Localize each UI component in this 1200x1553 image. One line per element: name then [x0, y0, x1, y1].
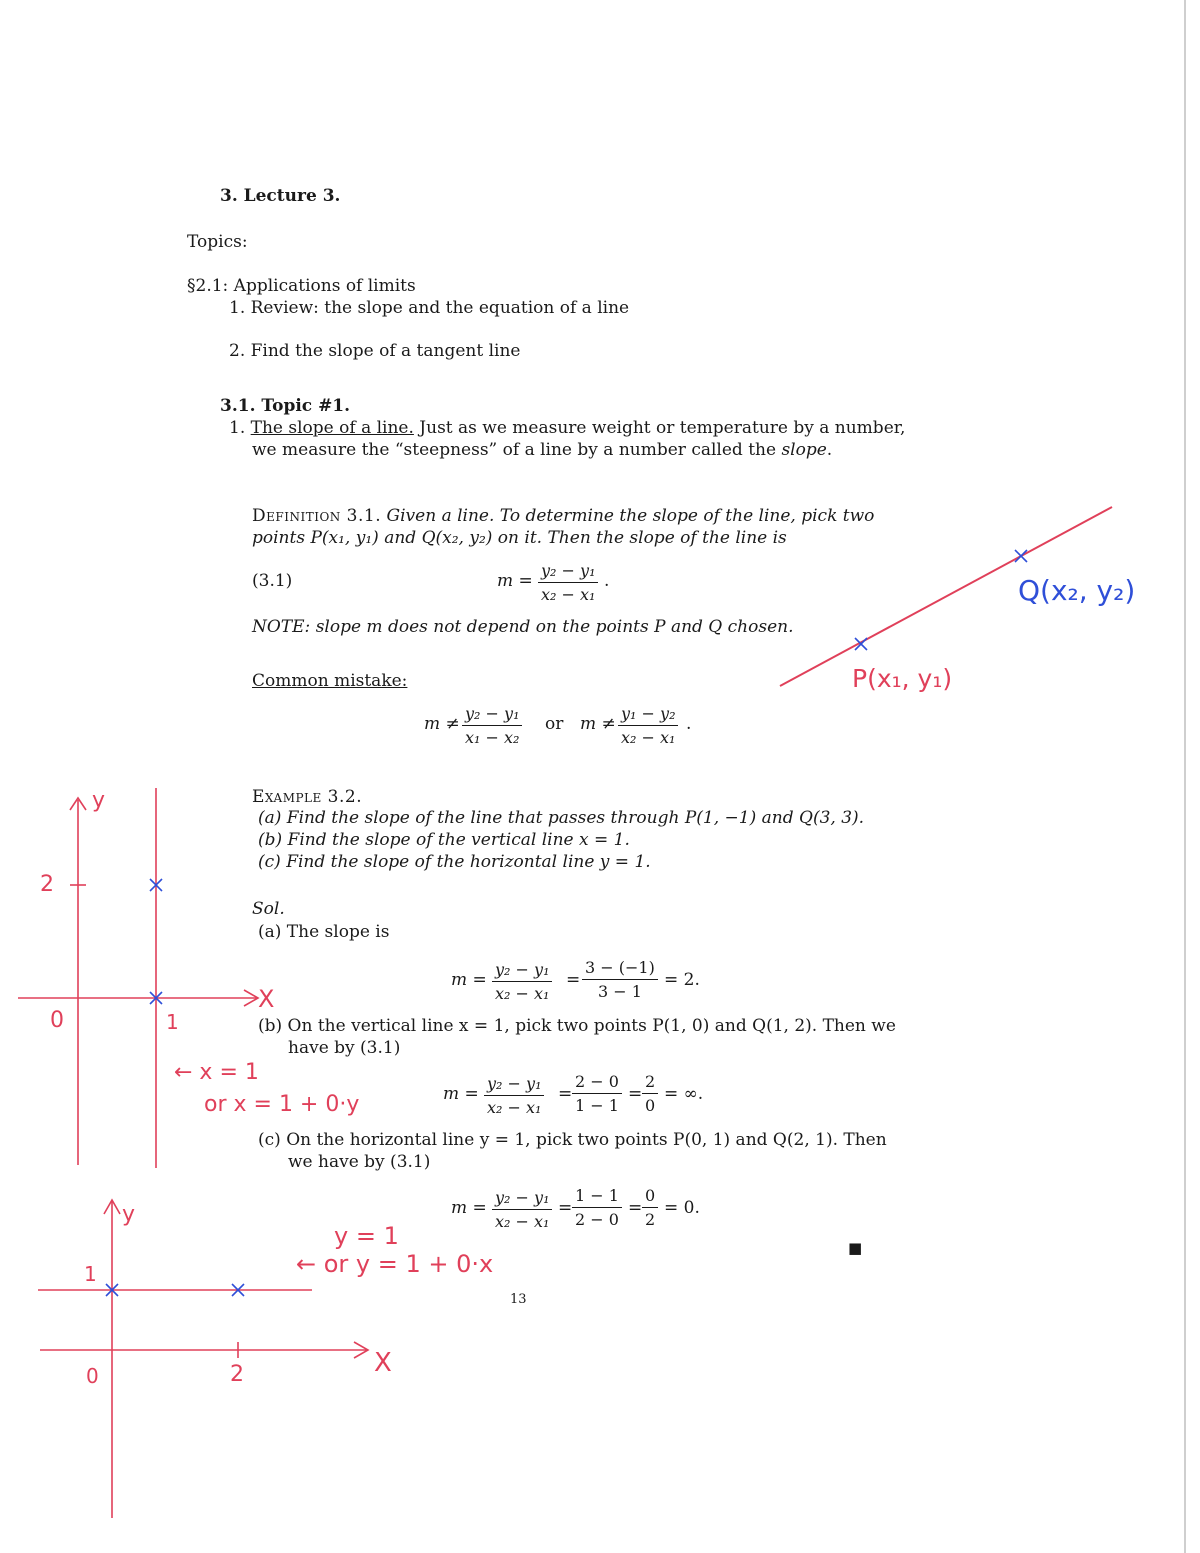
graph1-two-label: 2	[40, 872, 54, 897]
mistake-end: .	[686, 714, 692, 734]
example-part-b: (b) Find the slope of the vertical line x = 1.	[258, 830, 630, 850]
solution-b-lhs: m =	[443, 1084, 479, 1104]
topic1-heading: 3.1. Topic #1.	[220, 396, 351, 416]
graph1-x-label: X	[258, 985, 275, 1013]
solution-a-text: (a) The slope is	[258, 922, 390, 942]
scan-page-edge	[1184, 0, 1186, 1553]
graph2-two-label: 2	[230, 1362, 244, 1387]
solution-c-num1: y₂ − y₁	[492, 1188, 552, 1210]
section-title: 3. Lecture 3.	[220, 186, 341, 206]
solution-a-den2: 3 − 1	[597, 982, 642, 1001]
definition-numerator: y₂ − y₁	[538, 561, 598, 583]
solution-a-eq: =	[566, 970, 581, 990]
graph2-x-label: X	[374, 1348, 392, 1378]
mistake-lhs2: m ≠	[580, 714, 616, 734]
definition-eq-lhs: m =	[497, 571, 533, 591]
mistake-num2: y₁ − y₂	[618, 704, 678, 726]
solution-c-eq1: =	[558, 1198, 573, 1218]
solution-c-num3: 0	[642, 1186, 658, 1208]
topic1-item-number: 1.	[229, 418, 246, 438]
topic1-item-text1: Just as we measure weight or temperature by a number,	[413, 418, 906, 438]
mistake-or: or	[545, 714, 564, 734]
solution-b-num3: 2	[642, 1072, 658, 1094]
solution-b-num2: 2 − 0	[572, 1072, 622, 1094]
equation-tag: (3.1)	[252, 571, 293, 591]
qed-square-icon: ■	[848, 1239, 863, 1257]
handwritten-p-label: P(x₁, y₁)	[852, 664, 953, 693]
solution-b-eq1: =	[558, 1084, 573, 1104]
solution-c-text1: (c) On the horizontal line y = 1, pick two points P(0, 1) and Q(2, 1). Then	[258, 1130, 887, 1150]
topic1-item-text2: we measure the “steepness” of a line by a number called the	[252, 440, 782, 460]
handwritten-q-label: Q(x₂, y₂)	[1018, 574, 1136, 607]
graph1-one-label: 1	[166, 1010, 179, 1034]
page-number: 13	[510, 1292, 527, 1307]
solution-c-lhs: m =	[451, 1198, 487, 1218]
definition-text1: Given a line. To determine the slope of the line, pick two	[386, 506, 875, 526]
graph1-y-label: y	[92, 788, 106, 813]
solution-label: Sol.	[252, 899, 285, 919]
common-mistake-label: Common mistake:	[252, 671, 408, 691]
solution-b-text1: (b) On the vertical line x = 1, pick two points P(1, 0) and Q(1, 2). Then we	[258, 1016, 896, 1036]
topic-item-2: 2. Find the slope of a tangent line	[229, 341, 521, 361]
graph1-equation-2: or x = 1 + 0·y	[204, 1092, 360, 1117]
solution-b-num1: y₂ − y₁	[484, 1074, 544, 1096]
example-part-c: (c) Find the slope of the horizontal line y = 1.	[258, 852, 651, 872]
solution-a-num1: y₂ − y₁	[492, 960, 552, 982]
definition-note: NOTE: slope m does not depend on the points P and Q chosen.	[252, 617, 794, 637]
solution-c-num2: 1 − 1	[572, 1186, 622, 1208]
solution-c-den3: 2	[645, 1210, 656, 1229]
solution-c-result: = 0.	[664, 1198, 700, 1218]
topic1-item-end: .	[826, 440, 833, 460]
mistake-num1: y₂ − y₁	[462, 704, 522, 726]
solution-c-den1: x₂ − x₁	[495, 1212, 550, 1231]
graph2-one-label: 1	[84, 1262, 97, 1286]
graph2-equation-2: ← or y = 1 + 0·x	[296, 1250, 494, 1278]
solution-b-text2: have by (3.1)	[288, 1038, 401, 1058]
example-label: Example 3.2.	[252, 787, 363, 807]
topics-section-ref: §2.1: Applications of limits	[187, 276, 416, 296]
mistake-lhs1: m ≠	[424, 714, 460, 734]
graph1-equation-1: ← x = 1	[174, 1060, 259, 1085]
solution-c-text2: we have by (3.1)	[288, 1152, 431, 1172]
solution-b-eq2: =	[628, 1084, 643, 1104]
definition-line2: points P(x₁, y₁) and Q(x₂, y₂) on it. Then the slope of the line is	[252, 528, 787, 548]
graph1-origin-label: 0	[50, 1008, 64, 1033]
definition-label: Definition 3.1.	[252, 506, 382, 526]
solution-b-den3: 0	[645, 1096, 656, 1115]
point-q-cross-icon	[1015, 550, 1027, 562]
solution-a-den1: x₂ − x₁	[495, 984, 550, 1003]
solution-a-lhs: m =	[451, 970, 487, 990]
topic1-item-underlined: The slope of a line.	[250, 418, 414, 438]
topics-label: Topics:	[187, 232, 248, 252]
solution-c-den2: 2 − 0	[575, 1210, 619, 1229]
definition-eq-end: .	[604, 571, 610, 591]
graph2-y-label: y	[122, 1202, 136, 1227]
solution-a-result: = 2.	[664, 970, 700, 990]
topic1-slope-word: slope	[781, 440, 827, 460]
mistake-den1: x₁ − x₂	[465, 728, 520, 747]
topic-item-1: 1. Review: the slope and the equation of a line	[229, 298, 630, 318]
solution-b-den2: 1 − 1	[575, 1096, 619, 1115]
graph2-origin-label: 0	[86, 1364, 99, 1388]
solution-b-den1: x₂ − x₁	[487, 1098, 542, 1117]
solution-c-eq2: =	[628, 1198, 643, 1218]
example-part-a: (a) Find the slope of the line that passes through P(1, −1) and Q(3, 3).	[258, 808, 865, 828]
definition-denominator: x₂ − x₁	[541, 585, 596, 604]
solution-a-num2: 3 − (−1)	[582, 958, 658, 980]
solution-b-result: = ∞.	[664, 1084, 704, 1104]
mistake-den2: x₂ − x₁	[621, 728, 676, 747]
graph2-equation-1: y = 1	[334, 1222, 399, 1250]
graph-horizontal-line	[38, 1200, 368, 1518]
